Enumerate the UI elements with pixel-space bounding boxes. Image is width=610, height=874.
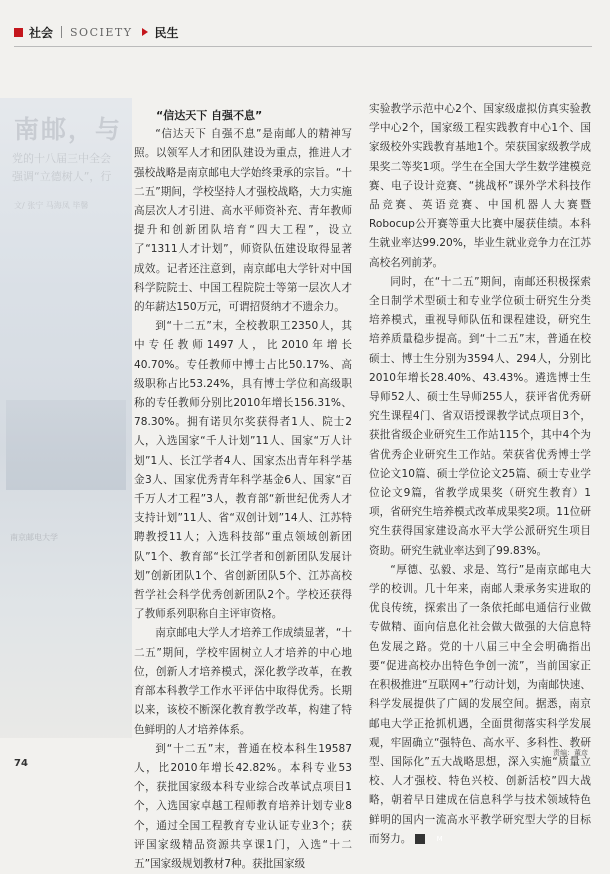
article-column-right (369, 100, 591, 849)
faded-lede-line: 强调“立德树人”，行 (12, 170, 112, 183)
triangle-right-icon (142, 28, 148, 36)
header-rule (14, 46, 592, 47)
subsection-name: 民生 (154, 25, 179, 40)
faded-byline: 文/ 张宁 马海凤 毕馨 (14, 201, 89, 210)
paragraph: 到“十二五”末，普通在校本科生19587人，比2010年增长42.82%。本科专业53个，获批国家级本科专业综合改革试点项目1个，入选国家卓越工程师教育培养计划专业8个，通过全国工程教育专业认证专业3个；获评国家级精品资源共享课1门，入选“十二五”国家级规划教材7种。获批国家级 (134, 742, 352, 870)
paragraph: 同时，在“十二五”期间，南邮还积极探索全日制学术型硕士和专业学位硕士研究生分类培养模式，重视导师队伍和课程建设，研究生培养质量稳步提高。到“十二五”末，普通在校硕士、博士生分别为3594人、294人，分别比2010年增长28.40%、43.43%。遴选博士生导师52人、硕士生导师255人，获评省优秀研究生课程4门、省双语授课教学试点项目3个，获批省级企业研究生工作站115个，其中4个为省优秀企业研究生工作站。荣获省优秀博士学位论文10篇、硕士学位论文25篇、硕士专业学位论文9篇，省教学成果奖（研究生教育）1项，省研究生培养模式改革成果奖2项。11位研究生获得国家建设高水平大学公派研究生项目资助。研究生就业率达到了99.83%。 (369, 275, 591, 557)
paragraph-text: “厚德、弘毅、求是、笃行”是南京邮电大学的校训。几十年来，南邮人秉承务实进取的优良传统，探索出了一条依托邮电通信行业做专做精、面向信息化社会做大做强的大信息特色发展之路。党的十八届三中全会明确指出要“促进高校办出特色争创一流”，当前国家正在积极推进“互联网+”行动计划，为南邮快速、科学发展提供了广阔的发展空间。据悉，南京邮电大学正抢抓机遇，全面贯彻落实科学发展观，牢固确立“强特色、高水平、多科性、教研型、国际化”五大战略思想，深入实施“质量立校、人才强校、特色兴校、创新活校”四大战略，朝着早日建成在信息科学与技术领域特色鲜明的国内一流高水平教学研究型大学的目标而努力。 (369, 563, 591, 845)
section-english-name: SOCIETY (70, 25, 133, 39)
paragraph: “信达天下 自强不息”是南邮人的精神写照。以领军人才和团队建设为重点，推进人才强校战略是南京邮电大学始终秉承的宗旨。“十二五”期间，学校坚持人才强校战略，大力实施高层次人才引进、高水平师资补充、青年教师提升和创新团队培育“四大工程”，设立了“1311人才计划”，师资队伍建设取得显著成效。记者还注意到，南京邮电大学针对中国科学院院士、中国工程院院士等第一层次人才的年薪达150万元，可谓招贤纳才不遗余力。 (134, 128, 352, 314)
page-number: 74 (14, 758, 28, 769)
paragraph (369, 561, 591, 849)
paragraph: 实验教学示范中心2个、国家级虚拟仿真实验教学中心2个，国家级工程实践教育中心1个、国家级校外实践教育基地1个。荣获国家级教学成果奖二等奖1项。学生在全国大学生数学建模竞赛、电子设计竞赛、“挑战杯”课外学术科技作品竞赛、英语竞赛、中国机器人大赛暨Robocup公开赛等重大比赛中屡获佳绩。本科生就业率达99.20%，毕业生就业竞争力在江苏高校名列前茅。 (369, 103, 591, 269)
section-header (14, 22, 178, 42)
faded-lede-line: 党的十八届三中全会 (12, 152, 111, 165)
header-divider (61, 26, 62, 38)
editor-credit: 责编：董彦 (553, 749, 588, 757)
section-name: 社会 (29, 25, 54, 40)
end-mark-icon: M (415, 834, 425, 844)
section-square-icon (14, 28, 23, 37)
faded-headline: 南邮，与 (14, 115, 123, 144)
article-column-left (134, 100, 352, 874)
building-photo (6, 400, 126, 490)
faded-lede (12, 150, 127, 186)
paragraph: 南京邮电大学人才培养工作成绩显著，“十二五”期间，学校牢固树立人才培养的中心地位，创新人才培养模式，深化教学改革，在教育部本科教学工作水平评估中取得优秀。长期以来，该校不断深化教育教学改革，构建了特色鲜明的人才培养体系。 (134, 627, 352, 736)
article-subhead: “信达天下 自强不息” (156, 109, 263, 122)
photo-label: 南京邮电大学 (10, 533, 58, 542)
paragraph: 到“十二五”末，全校教职工2350人，其中专任教师1497人，比2010年增长40.70%。专任教师中博士占比50.17%、高级职称占比53.24%，具有博士学位和高级职称的专任教师分别比2010年增长156.31%、78.30%。拥有诺贝尔奖获得者1人、院士2人，入选国家“千人计划”11人、国家“万人计划”1人、长江学者4人、国家杰出青年科学基金3人、国家优秀青年科学基金6人、国家“百千万人才工程”3人，教育部“新世纪优秀人才支持计划”11人、省“双创计划”14人、江苏特聘教授11人；入选科技部“重点领域创新团队”1个、教育部“长江学者和创新团队发展计划”创新团队1个、省创新团队5个、江苏高校哲学社会科学优秀创新团队2个。学校还获得了教师系列职称自主评审资格。 (134, 320, 352, 621)
